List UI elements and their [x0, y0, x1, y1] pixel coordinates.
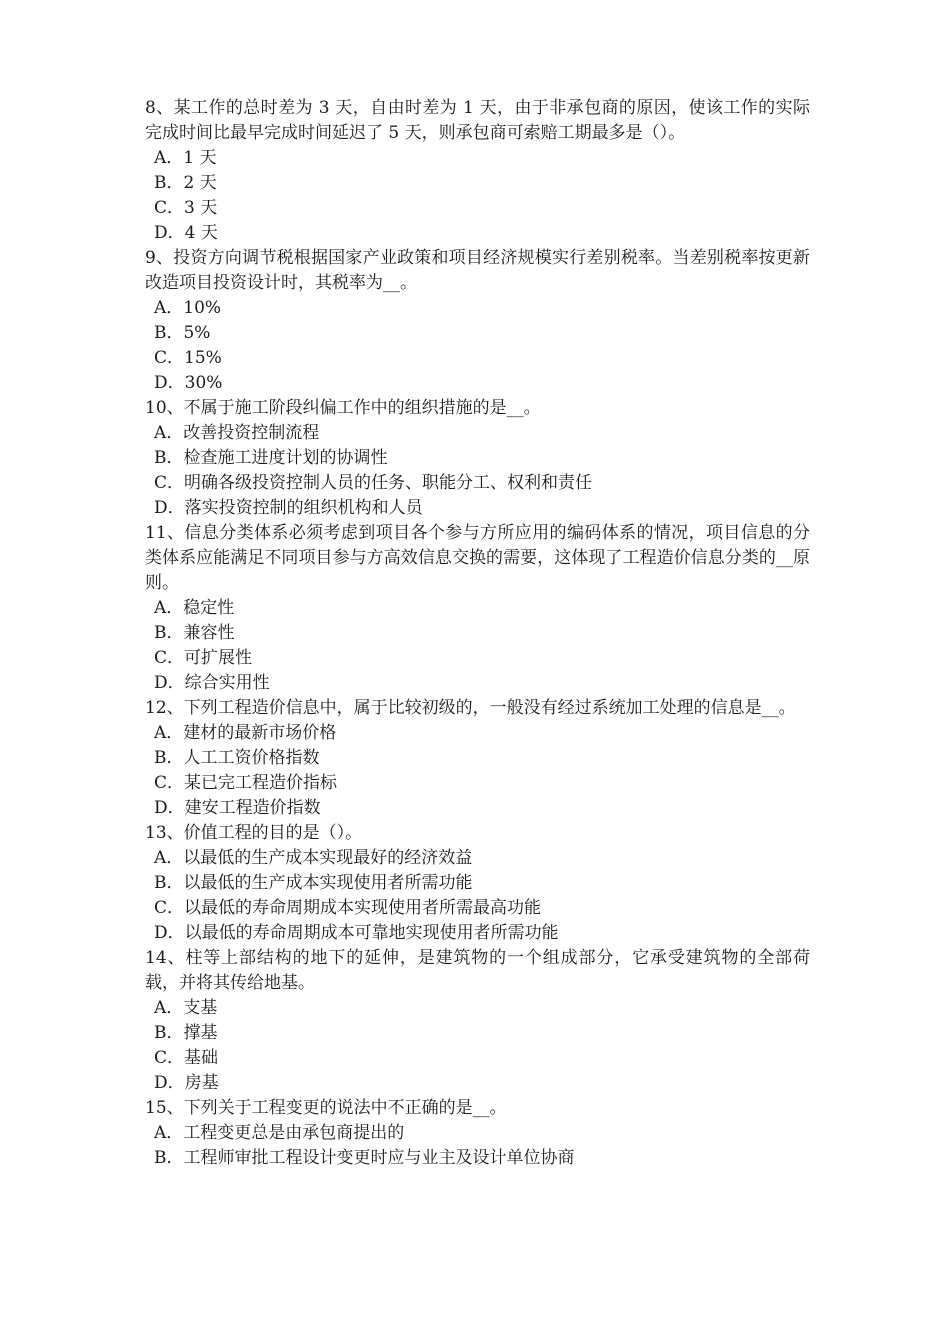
option-b: B．兼容性 [154, 623, 235, 643]
question-11 [145, 521, 810, 696]
option-a: A．支基 [154, 998, 218, 1018]
option-c: C．可扩展性 [154, 648, 253, 668]
option-c: C．15% [154, 348, 222, 368]
option-c: C．明确各级投资控制人员的任务、职能分工、权利和责任 [154, 473, 593, 493]
option-b: B．5% [154, 323, 211, 343]
option-d: D．4 天 [154, 223, 218, 243]
option-c: C．基础 [154, 1048, 219, 1068]
question-list [145, 96, 810, 1171]
option-d: D．建安工程造价指数 [154, 798, 321, 818]
question-stem: 15、下列关于工程变更的说法中不正确的是__。 [145, 1098, 507, 1118]
question-15 [145, 1096, 810, 1171]
option-a: A．以最低的生产成本实现最好的经济效益 [154, 848, 473, 868]
question-13 [145, 821, 810, 946]
option-b: B．以最低的生产成本实现使用者所需功能 [154, 873, 473, 893]
option-d: D．房基 [154, 1073, 219, 1093]
option-b: B．撑基 [154, 1023, 218, 1043]
question-stem: 11、信息分类体系必须考虑到项目各个参与方所应用的编码体系的情况，项目信息的分类体系应能满足不同项目参与方高效信息交换的需要，这体现了工程造价信息分类的__原则。 [145, 523, 810, 593]
option-c: C．某已完工程造价指标 [154, 773, 338, 793]
question-stem: 13、价值工程的目的是（）。 [145, 823, 363, 843]
option-b: B．人工工资价格指数 [154, 748, 320, 768]
question-12 [145, 696, 810, 821]
question-stem: 12、下列工程造价信息中，属于比较初级的，一般没有经过系统加工处理的信息是__。 [145, 698, 796, 718]
question-14 [145, 946, 810, 1096]
option-a: A．改善投资控制流程 [154, 423, 320, 443]
option-a: A．建材的最新市场价格 [154, 723, 337, 743]
option-a: A．稳定性 [154, 598, 235, 618]
option-d: D．以最低的寿命周期成本可靠地实现使用者所需功能 [154, 923, 559, 943]
option-d: D．30% [154, 373, 223, 393]
option-d: D．落实投资控制的组织机构和人员 [154, 498, 423, 518]
option-a: A．工程变更总是由承包商提出的 [154, 1123, 405, 1143]
question-stem: 9、投资方向调节税根据国家产业政策和项目经济规模实行差别税率。当差别税率按更新改造项目投资设计时，其税率为__。 [145, 248, 810, 293]
option-b: B．检查施工进度计划的协调性 [154, 448, 388, 468]
option-b: B．2 天 [154, 173, 217, 193]
question-stem: 8、某工作的总时差为 3 天，自由时差为 1 天，由于非承包商的原因，使该工作的实际完成时间比最早完成时间延迟了 5 天，则承包商可索赔工期最多是（）。 [145, 98, 810, 143]
question-10 [145, 396, 810, 521]
option-d: D．综合实用性 [154, 673, 270, 693]
question-9 [145, 246, 810, 396]
option-a: A．10% [154, 298, 222, 318]
option-c: C．3 天 [154, 198, 218, 218]
option-c: C．以最低的寿命周期成本实现使用者所需最高功能 [154, 898, 542, 918]
option-b: B．工程师审批工程设计变更时应与业主及设计单位协商 [154, 1148, 575, 1168]
question-8 [145, 96, 810, 246]
question-stem: 14、柱等上部结构的地下的延伸，是建筑物的一个组成部分，它承受建筑物的全部荷载，并将其传给地基。 [145, 948, 810, 993]
question-stem: 10、不属于施工阶段纠偏工作中的组织措施的是__。 [145, 398, 541, 418]
option-a: A．1 天 [154, 148, 217, 168]
